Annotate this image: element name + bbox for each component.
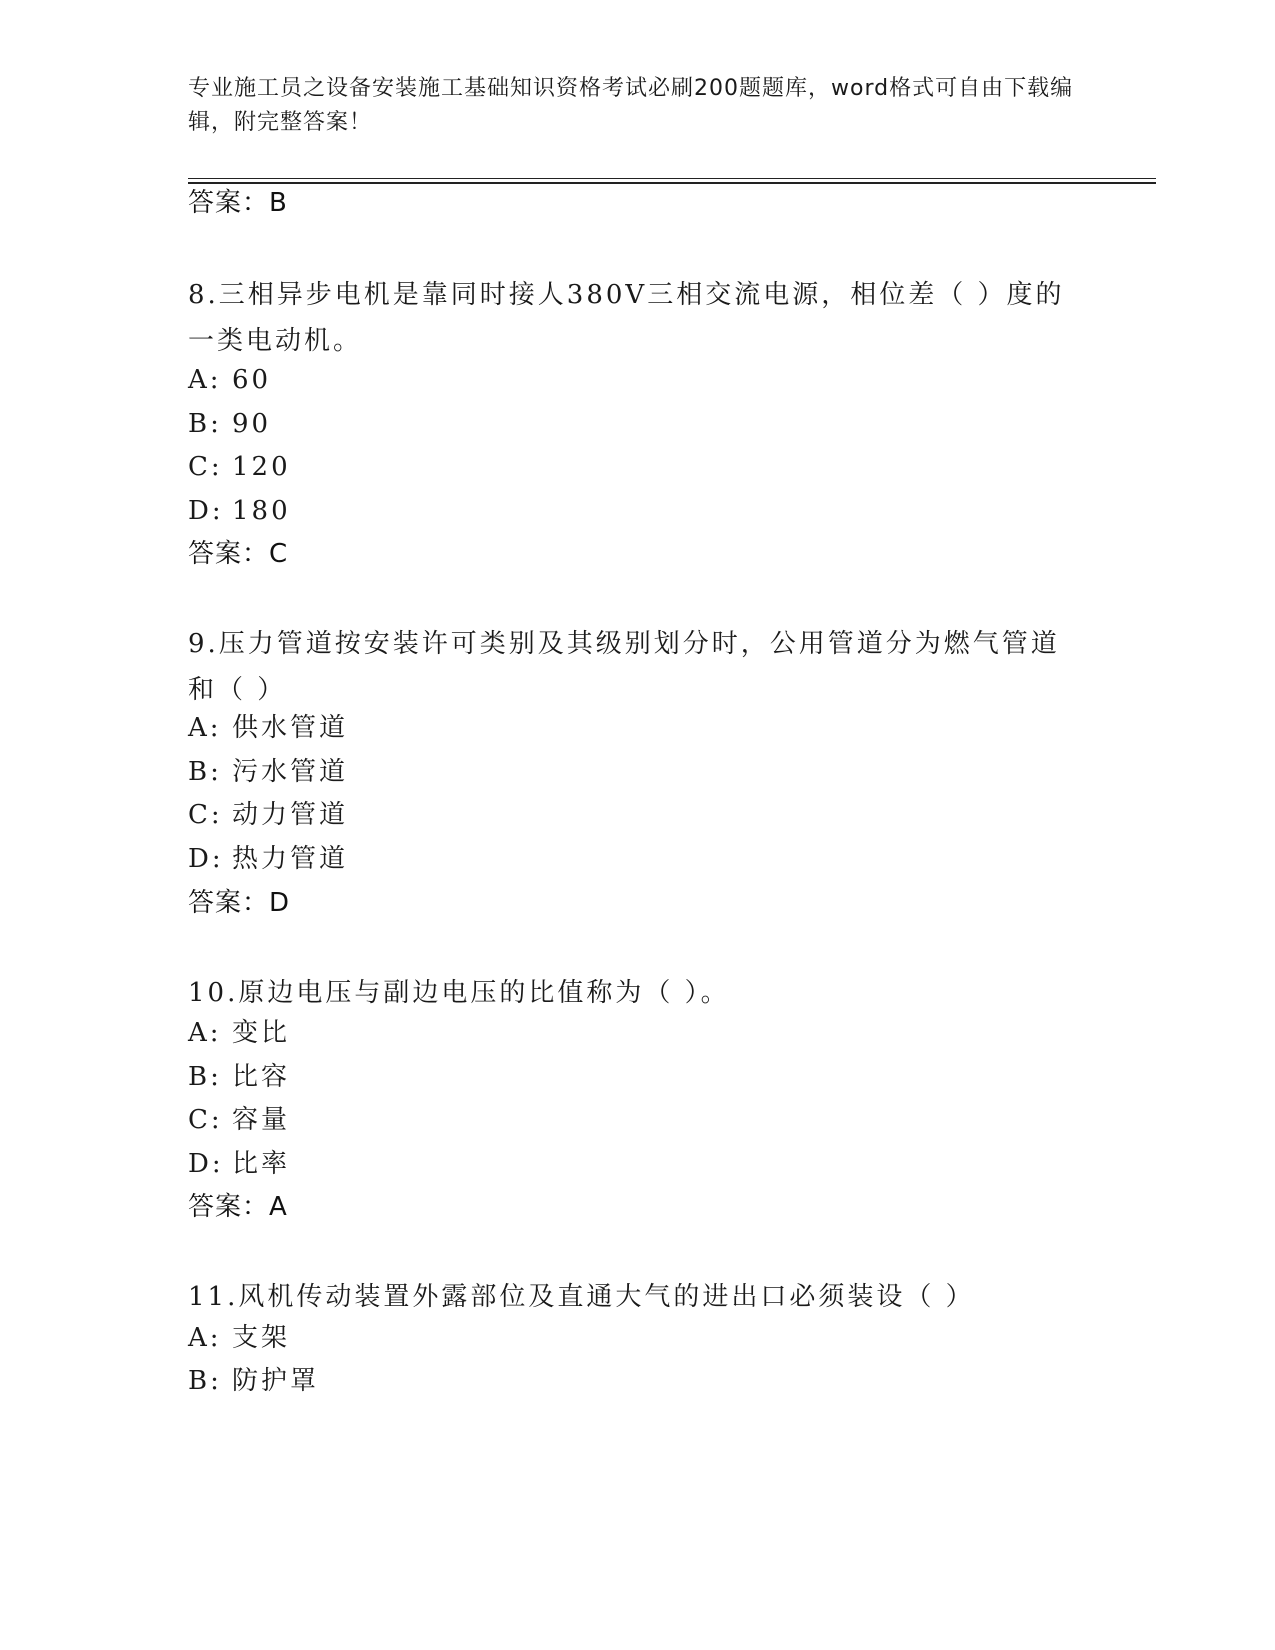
option-text: 180 [232, 496, 291, 526]
question-9-option-d [188, 842, 348, 876]
option-text: 动力管道 [232, 800, 349, 830]
question-9-stem: 9.压力管道按安装许可类别及其级别划分时，公用管道分为燃气管道和（ ） [188, 629, 1060, 705]
option-letter: D: [188, 496, 224, 526]
header-rule-thin [188, 178, 1156, 179]
option-letter: A: [188, 365, 222, 395]
option-text: 热力管道 [232, 844, 349, 874]
option-text: 污水管道 [232, 757, 349, 787]
option-text: 比容 [232, 1062, 291, 1092]
option-letter: C: [188, 452, 223, 482]
option-text: 变比 [232, 1018, 291, 1048]
question-9-option-a [188, 711, 348, 745]
question-10-stem: 10.原边电压与副边电压的比值称为（ ）。 [188, 978, 730, 1008]
question-8-option-d [188, 494, 291, 528]
document-header: 专业施工员之设备安装施工基础知识资格考试必刷200题题库，word格式可自由下载编辑，附完整答案！ [188, 76, 1074, 135]
option-letter: C: [188, 1105, 223, 1135]
option-letter: B: [188, 757, 222, 787]
question-10-option-d [188, 1147, 290, 1181]
question-9-option-b [188, 755, 348, 789]
question-10-option-a [188, 1016, 290, 1050]
question-8-option-b [188, 407, 271, 441]
question-11-option-a [188, 1321, 290, 1355]
option-text: 防护罩 [232, 1366, 320, 1396]
question-8-option-a [188, 363, 271, 397]
option-letter: D: [188, 1149, 224, 1179]
option-letter: A: [188, 1018, 222, 1048]
question-10-option-c [188, 1103, 290, 1137]
option-text: 比率 [232, 1149, 291, 1179]
header-rule-thick [188, 182, 1156, 184]
option-text: 90 [232, 409, 272, 439]
question-8-option-c [188, 450, 291, 484]
option-text: 支架 [232, 1323, 291, 1353]
answer-8: 答案：C [188, 539, 289, 569]
option-letter: A: [188, 1323, 222, 1353]
option-letter: B: [188, 1366, 222, 1396]
answer-9: 答案：D [188, 888, 291, 918]
answer-10: 答案：A [188, 1192, 288, 1222]
option-letter: C: [188, 800, 223, 830]
answer-7: 答案：B [188, 188, 288, 218]
option-text: 容量 [232, 1105, 291, 1135]
question-9-option-c [188, 798, 348, 832]
option-letter: B: [188, 1062, 222, 1092]
option-text: 供水管道 [232, 713, 349, 743]
option-text: 120 [232, 452, 291, 482]
option-letter: B: [188, 409, 222, 439]
option-text: 60 [232, 365, 272, 395]
question-10-option-b [188, 1060, 290, 1094]
question-8-stem: 8.三相异步电机是靠同时接人380V三相交流电源，相位差（ ）度的一类电动机。 [188, 280, 1065, 356]
question-11-stem: 11.风机传动装置外露部位及直通大气的进出口必须装设（ ） [188, 1282, 975, 1312]
option-letter: A: [188, 713, 222, 743]
question-11-option-b [188, 1364, 319, 1398]
option-letter: D: [188, 844, 224, 874]
